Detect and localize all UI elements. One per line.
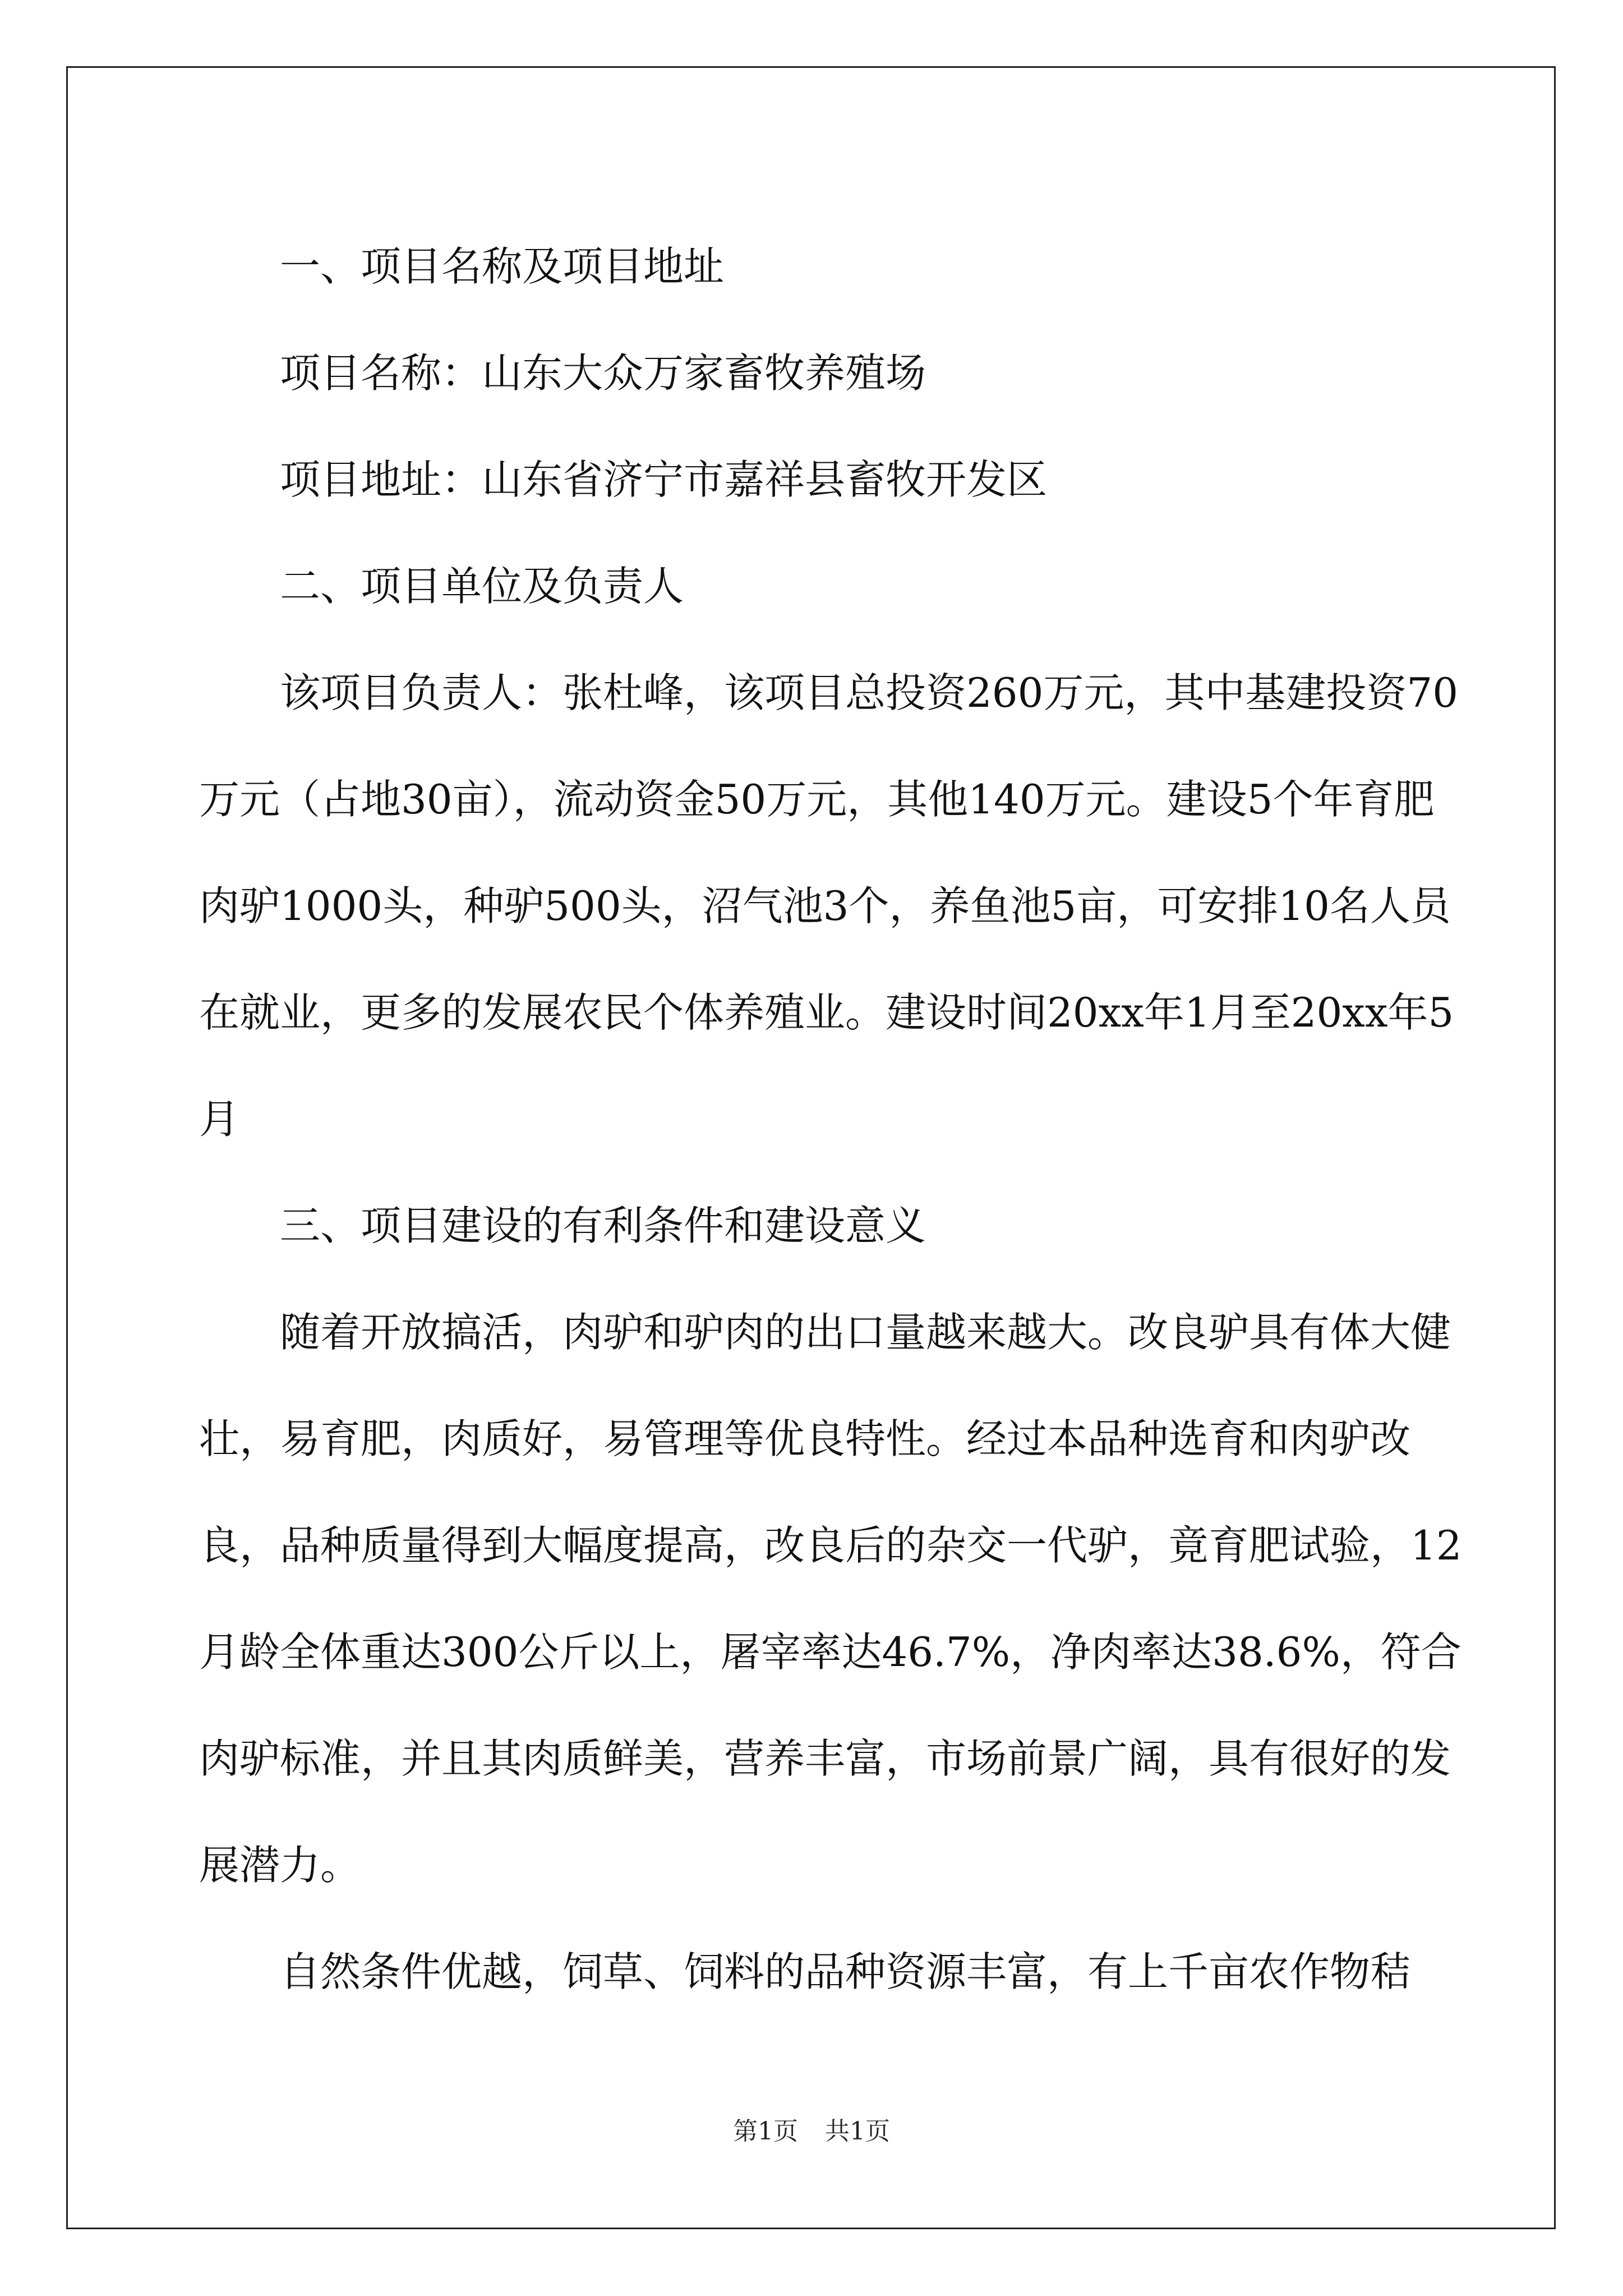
document-body bbox=[199, 213, 1469, 2025]
page-total: 共1页 bbox=[825, 2117, 890, 2146]
project-details-paragraph: 该项目负责人：张杜峰，该项目总投资260万元，其中基建投资70万元（占地30亩），流动资金50万元，其他140万元。建设5个年育肥肉驴1000头，种驴500头，沼气池3个，养鱼池5亩，可安排10名人员在就业，更多的发展农民个体养殖业。建设时间20xx年1月至20xx年5月 bbox=[199, 669, 1459, 1143]
section-heading-2: 二、项目单位及负责人 bbox=[280, 563, 684, 610]
page-footer bbox=[0, 2115, 1623, 2148]
market-paragraph: 随着开放搞活，肉驴和驴肉的出口量越来越大。改良驴具有体大健壮，易育肥，肉质好，易管理等优良特性。经过本品种选育和肉驴改良，品种质量得到大幅度提高，改良后的杂交一代驴，竟育肥试验，12月龄全体重达300公斤以上，屠宰率达46.7%，净肉率达38.6%，符合肉驴标准，并且其肉质鲜美，营养丰富，市场前景广阔，具有很好的发展潜力。 bbox=[199, 1309, 1462, 1889]
conditions-paragraph: 自然条件优越，饲草、饲料的品种资源丰富，有上千亩农作物秸 bbox=[280, 1948, 1411, 1995]
project-address: 项目地址：山东省济宁市嘉祥县畜牧开发区 bbox=[280, 456, 1048, 503]
project-name: 项目名称：山东大众万家畜牧养殖场 bbox=[280, 349, 926, 397]
section-heading-1: 一、项目名称及项目地址 bbox=[280, 243, 725, 290]
page-number: 第1页 bbox=[733, 2117, 798, 2146]
section-heading-3: 三、项目建设的有利条件和建设意义 bbox=[280, 1202, 926, 1249]
